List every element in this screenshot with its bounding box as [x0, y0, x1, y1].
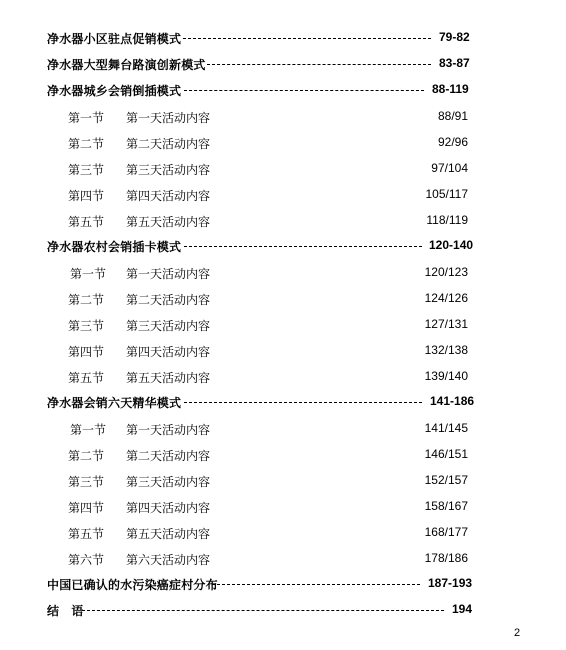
section-pages: 88/91 [437, 109, 468, 123]
section-title: 第四天活动内容 [126, 345, 211, 359]
toc-section[interactable] [0, 158, 566, 178]
chapter-title: 净水器会销六天精华模式 [47, 396, 182, 410]
dot-leader [183, 38, 431, 39]
toc-section[interactable] [0, 470, 566, 490]
chapter-pages: 88-119 [432, 82, 469, 96]
section-pages: 127/131 [424, 317, 468, 331]
toc-section[interactable] [0, 366, 566, 386]
section-title: 第二天活动内容 [126, 137, 211, 151]
section-title: 第六天活动内容 [126, 553, 211, 567]
section-title: 第五天活动内容 [126, 527, 211, 541]
toc-section[interactable] [0, 262, 566, 282]
toc-section[interactable] [0, 496, 566, 516]
chapter-title: 净水器小区驻点促销模式 [47, 32, 182, 46]
chapter-title: 结 语 [47, 604, 84, 618]
section-title: 第五天活动内容 [126, 371, 211, 385]
chapter-title: 净水器大型舞台路演创新模式 [47, 58, 206, 72]
toc-section[interactable] [0, 418, 566, 438]
section-number: 第四节 [68, 345, 105, 359]
toc-section[interactable] [0, 106, 566, 126]
section-title: 第二天活动内容 [126, 293, 211, 307]
toc-section[interactable] [0, 184, 566, 204]
section-title: 第一天活动内容 [126, 111, 211, 125]
section-pages: 141/145 [424, 421, 468, 435]
toc-entry[interactable] [0, 80, 566, 100]
dot-leader [184, 402, 422, 403]
section-number: 第一节 [70, 423, 107, 437]
toc-section[interactable] [0, 314, 566, 334]
section-pages: 152/157 [424, 473, 468, 487]
toc-section[interactable] [0, 288, 566, 308]
chapter-pages: 194 [452, 602, 473, 616]
section-pages: 158/167 [424, 499, 468, 513]
dot-leader [184, 90, 424, 91]
chapter-title: 中国已确认的水污染癌症村分布 [47, 578, 218, 592]
section-pages: 132/138 [424, 343, 468, 357]
dot-leader [82, 610, 444, 611]
chapter-title: 净水器农村会销插卡模式 [47, 240, 182, 254]
chapter-pages: 141-186 [430, 394, 475, 408]
section-pages: 139/140 [424, 369, 468, 383]
toc-section[interactable] [0, 210, 566, 230]
section-pages: 146/151 [424, 447, 468, 461]
section-number: 第五节 [68, 215, 105, 229]
toc-section[interactable] [0, 132, 566, 152]
section-number: 第三节 [68, 319, 105, 333]
toc-section[interactable] [0, 548, 566, 568]
section-number: 第一节 [68, 111, 105, 125]
section-number: 第五节 [68, 371, 105, 385]
toc-entry[interactable] [0, 392, 566, 412]
dot-leader [212, 584, 420, 585]
section-number: 第六节 [68, 553, 105, 567]
toc-section[interactable] [0, 340, 566, 360]
section-number: 第二节 [68, 137, 105, 151]
toc-entry[interactable] [0, 28, 566, 48]
toc-section[interactable] [0, 444, 566, 464]
section-pages: 105/117 [425, 187, 468, 201]
section-title: 第三天活动内容 [126, 319, 211, 333]
toc-entry[interactable] [0, 574, 566, 594]
toc-section[interactable] [0, 522, 566, 542]
section-title: 第二天活动内容 [126, 449, 211, 463]
section-title: 第五天活动内容 [126, 215, 211, 229]
section-pages: 124/126 [424, 291, 468, 305]
section-number: 第五节 [68, 527, 105, 541]
section-pages: 178/186 [424, 551, 468, 565]
section-title: 第一天活动内容 [126, 267, 211, 281]
section-number: 第三节 [68, 475, 105, 489]
chapter-pages: 79-82 [439, 30, 470, 44]
section-title: 第四天活动内容 [126, 501, 211, 515]
section-pages: 120/123 [424, 265, 468, 279]
section-pages: 97/104 [431, 161, 468, 175]
dot-leader [184, 246, 422, 247]
section-pages: 92/96 [437, 135, 468, 149]
toc-entry[interactable] [0, 54, 566, 74]
section-pages: 168/177 [424, 525, 468, 539]
section-title: 第三天活动内容 [126, 163, 211, 177]
section-title: 第四天活动内容 [126, 189, 211, 203]
toc-entry[interactable] [0, 600, 566, 620]
section-number: 第二节 [68, 293, 105, 307]
chapter-pages: 120-140 [429, 238, 474, 252]
chapter-pages: 187-193 [428, 576, 473, 590]
section-title: 第三天活动内容 [126, 475, 211, 489]
section-number: 第一节 [70, 267, 107, 281]
dot-leader [207, 64, 431, 65]
section-number: 第三节 [68, 163, 105, 177]
section-number: 第二节 [68, 449, 105, 463]
chapter-pages: 83-87 [439, 56, 470, 70]
chapter-title: 净水器城乡会销倒插模式 [47, 84, 182, 98]
section-number: 第四节 [68, 501, 105, 515]
section-number: 第四节 [68, 189, 105, 203]
section-pages: 118/119 [426, 213, 468, 227]
toc-entry[interactable] [0, 236, 566, 256]
section-title: 第一天活动内容 [126, 423, 211, 437]
page-number: 2 [514, 627, 521, 639]
